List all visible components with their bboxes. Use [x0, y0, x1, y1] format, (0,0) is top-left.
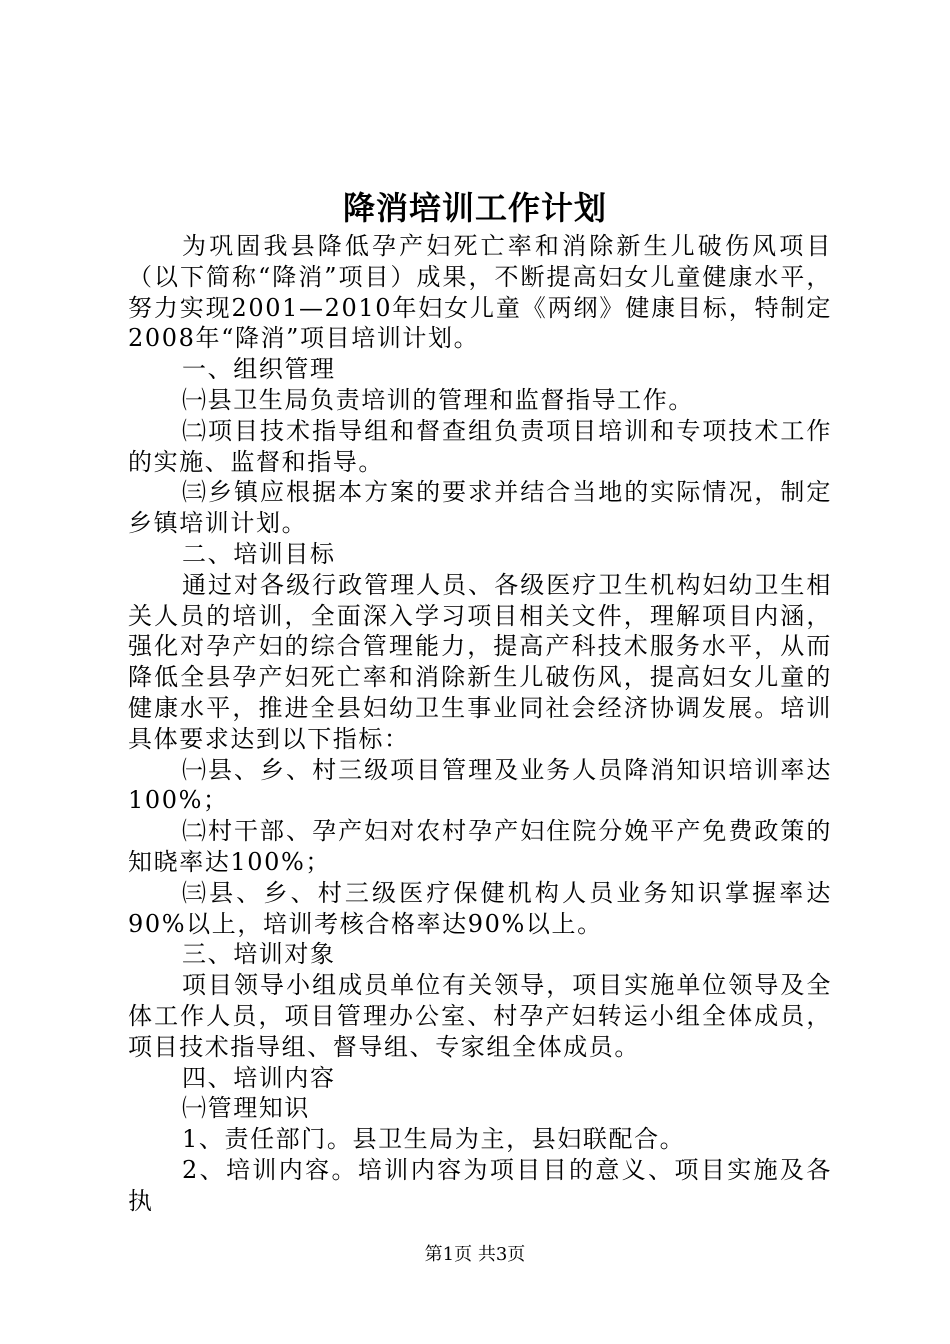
- subsection-heading: ㈠管理知识: [182, 1094, 310, 1123]
- section-heading-goals: 二、培训目标: [182, 539, 336, 568]
- targets-paragraph: 项目领导小组成员单位有关领导，项目实施单位领导及全体工作人员，项目管理办公室、村孕产妇转运小组全体成员，项目技术指导组、督导组、专家组全体成员。: [128, 971, 832, 1061]
- document-title: 降消培训工作计划: [342, 189, 607, 227]
- list-item: ㈡村干部、孕产妇对农村孕产妇住院分娩平产免费政策的知晓率达100%；: [128, 817, 832, 876]
- list-item: 2、培训内容。培训内容为项目目的意义、项目实施及各执: [128, 1155, 832, 1215]
- intro-paragraph: 为巩固我县降低孕产妇死亡率和消除新生儿破伤风项目（以下简称“降消”项目）成果，不断提高妇女儿童健康水平，努力实现2001—2010年妇女儿童《两纲》健康目标，特制定2008年“降消”项目培训计划。: [128, 232, 832, 353]
- list-item: 1、责任部门。县卫生局为主，县妇联配合。: [182, 1125, 686, 1154]
- section-heading-targets: 三、培训对象: [182, 940, 336, 969]
- goals-paragraph: 通过对各级行政管理人员、各级医疗卫生机构妇幼卫生相关人员的培训，全面深入学习项目相关文件，理解项目内涵，强化对孕产妇的综合管理能力，提高产科技术服务水平，从而降低全县孕产妇死亡率和消除新生儿破伤风，提高妇女儿童的健康水平，推进全县妇幼卫生事业同社会经济协调发展。培训具体要求达到以下指标：: [128, 570, 832, 753]
- section-heading-content: 四、培训内容: [182, 1063, 336, 1092]
- list-item: ㈢乡镇应根据本方案的要求并结合当地的实际情况，制定乡镇培训计划。: [128, 478, 832, 538]
- section-heading-organization: 一、组织管理: [182, 355, 336, 384]
- list-item: ㈢县、乡、村三级医疗保健机构人员业务知识掌握率达90%以上，培训考核合格率达90%以上。: [128, 878, 832, 938]
- list-item: ㈡项目技术指导组和督查组负责项目培训和专项技术工作的实施、监督和指导。: [128, 416, 832, 476]
- document-body: [128, 231, 832, 1217]
- list-item: ㈠县卫生局负责培训的管理和监督指导工作。: [182, 385, 694, 414]
- page-footer: 第1页 共3页: [424, 1244, 526, 1265]
- list-item: ㈠县、乡、村三级项目管理及业务人员降消知识培训率达100%；: [128, 755, 832, 815]
